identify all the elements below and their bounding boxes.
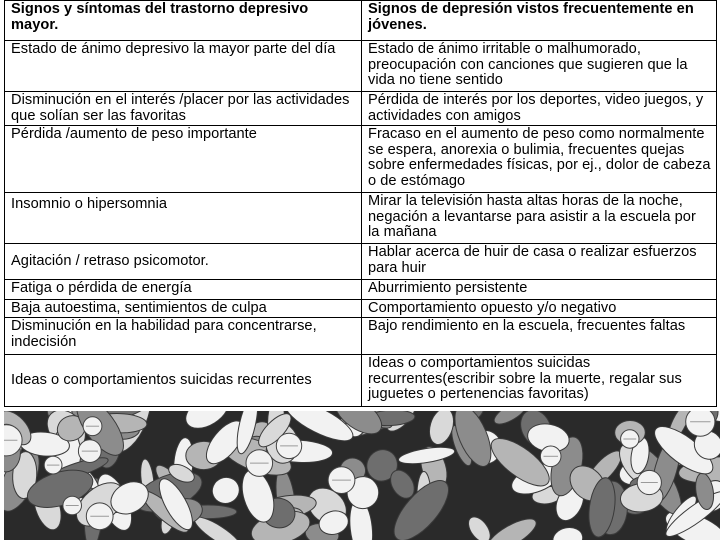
table-row (5, 41, 717, 92)
symptoms-table (4, 0, 717, 407)
table-cell: Bajo rendimiento en la escuela, frecuentes faltas (362, 318, 717, 355)
table-cell: Mirar la televisión hasta altas horas de la noche, negación a levantarse para asistir a la escuela por la mañana (362, 193, 717, 244)
table-cell: Disminución en la habilidad para concentrarse, indecisión (5, 318, 362, 355)
table-cell: Comportamiento opuesto y/o negativo (362, 300, 717, 318)
table-cell: Estado de ánimo depresivo la mayor parte del día (5, 41, 362, 92)
symptoms-table-container (4, 0, 720, 411)
header-youth-signs: Signos de depresión vistos frecuentemente en jóvenes. (362, 1, 717, 41)
table-cell: Pérdida /aumento de peso importante (5, 126, 362, 193)
table-cell: Disminución en el interés /placer por las actividades que solían ser las favoritas (5, 92, 362, 126)
table-cell: Ideas o comportamientos suicidas recurrentes(escribir sobre la muerte, regalar sus juguetes o pertenencias favoritas) (362, 355, 717, 407)
table-cell: Baja autoestima, sentimientos de culpa (5, 300, 362, 318)
table-cell: Ideas o comportamientos suicidas recurrentes (5, 355, 362, 407)
table-cell: Fracaso en el aumento de peso como normalmente se espera, anorexia o bulimia, frecuentes quejas sobre enfermedades físicas, por ej., dolor de cabeza o de estómago (362, 126, 717, 193)
table-row (5, 300, 717, 318)
table-row (5, 244, 717, 280)
table-cell: Estado de ánimo irritable o malhumorado, preocupación con canciones que sugieren que la vida no tiene sentido (362, 41, 717, 92)
pills-photo-icon (0, 411, 720, 540)
table-row (5, 318, 717, 355)
table-row (5, 92, 717, 126)
table-row (5, 355, 717, 407)
table-row (5, 280, 717, 300)
header-adult-symptoms: Signos y síntomas del trastorno depresivo mayor. (5, 1, 362, 41)
pills-photo-svg (4, 411, 720, 540)
table-cell: Insomnio o hipersomnia (5, 193, 362, 244)
table-row (5, 193, 717, 244)
table-cell: Pérdida de interés por los deportes, video juegos, y actividades con amigos (362, 92, 717, 126)
table-cell: Aburrimiento persistente (362, 280, 717, 300)
table-cell: Fatiga o pérdida de energía (5, 280, 362, 300)
table-row (5, 126, 717, 193)
table-header-row (5, 1, 717, 41)
table-cell: Hablar acerca de huir de casa o realizar esfuerzos para huir (362, 244, 717, 280)
tablet-shape (686, 411, 715, 436)
table-cell: Agitación / retraso psicomotor. (5, 244, 362, 280)
